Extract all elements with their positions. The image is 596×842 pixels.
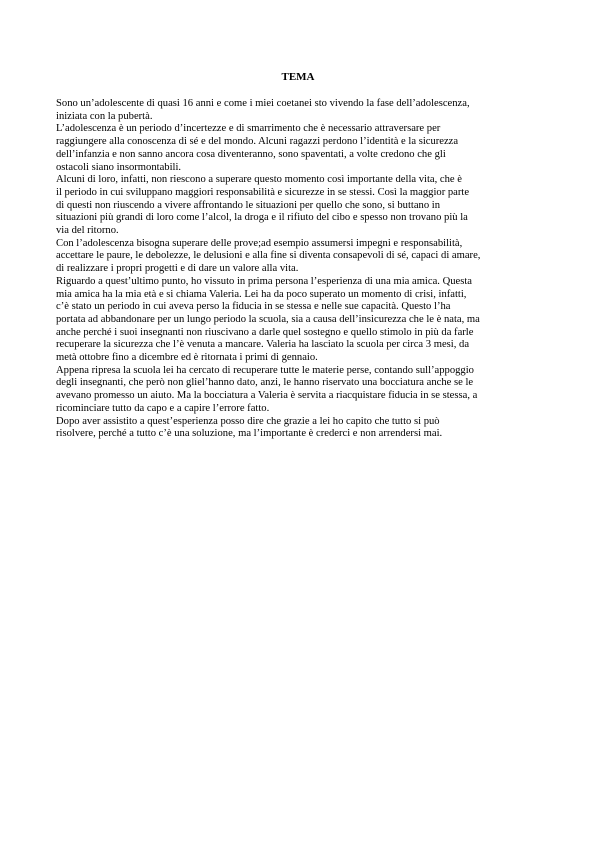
text-line: situazioni più grandi di loro come l’alcol, la droga e il rifiuto del cibo e spesso non trovano più la	[56, 212, 468, 224]
text-line: accettare le paure, le debolezze, le delusioni e alla fine si diventa consapevoli di sé, capaci di amare,	[56, 250, 481, 262]
text-line: Con l’adolescenza bisogna superare delle prove;ad esempio assumersi impegni e responsabilità,	[56, 237, 463, 249]
text-line: degli insegnanti, che però non gliel’hanno dato, anzi, le hanno riservato una bocciatura anche se le	[56, 377, 474, 389]
text-line: iniziata con la pubertà.	[56, 110, 153, 122]
text-line: recuperare la sicurezza che l’è venuta a mancare. Valeria ha lasciato la scuola per circa 3 mesi, da	[56, 339, 470, 351]
text-line: ricominciare tutto da capo e a capire l’errore fatto.	[56, 402, 270, 414]
text-line: metà ottobre fino a dicembre ed è ritornata i primi di gennaio.	[56, 352, 318, 364]
text-line: risolvere, perché a tutto c’è una soluzione, ma l’importante è crederci e non arrendersi mai.	[56, 428, 443, 440]
text-line: portata ad abbandonare per un lungo periodo la scuola, sia a causa dell’insicurezza che le è nata, ma	[56, 313, 480, 325]
text-line: Alcuni di loro, infatti, non riescono a superare questo momento così importante della vita, che è	[56, 174, 462, 186]
document-title: TEMA	[281, 71, 315, 83]
text-line: dell’infanzia e non sanno ancora cosa diventeranno, sono spaventati, a volte credono che gli	[56, 148, 446, 160]
text-line: Sono un’adolescente di quasi 16 anni e come i miei coetanei sto vivendo la fase dell’adolescenza,	[56, 98, 470, 109]
text-line: il periodo in cui sviluppano maggiori responsabilità e sicurezze in se stessi. Così la maggior parte	[56, 186, 470, 198]
text-line: ostacoli siano insormontabili.	[56, 161, 182, 173]
text-line: L’adolescenza è un periodo d’incertezze e di smarrimento che è necessario attraversare per	[56, 123, 441, 135]
text-line: avevano promesso un aiuto. Ma la bocciatura a Valeria è servita a riacquistare fiducia in se stessa, a	[56, 390, 478, 402]
text-line: anche perché i suoi insegnanti non riuscivano a darle quel sostegno e quello stimolo in più da farle	[56, 326, 474, 338]
text-line: Appena ripresa la scuola lei ha cercato di recuperare tutte le materie perse, contando sull’appoggio	[56, 364, 474, 376]
text-line: di questi non riuscendo a vivere affrontando le situazioni per quello che sono, si buttano in	[56, 199, 441, 211]
text-line: mia amica ha la mia età e si chiama Valeria. Lei ha da poco superato un momento di crisi, infatti,	[56, 288, 467, 300]
text-line: Dopo aver assistito a quest’esperienza posso dire che grazie a lei ho capito che tutto si può	[56, 415, 440, 427]
text-line: raggiungere alla conoscenza di sé e del mondo. Alcuni ragazzi perdono l’identità e la sicurezza	[56, 136, 459, 148]
text-line: c’è stato un periodo in cui aveva perso la fiducia in se stessa e nelle sue capacità. Questo l’ha	[56, 301, 451, 313]
document-body	[56, 98, 546, 441]
text-line: di realizzare i propri progetti e di dare un valore alla vita.	[56, 263, 299, 275]
text-line: Riguardo a quest’ultimo punto, ho vissuto in prima persona l’esperienza di una mia amica. Questa	[56, 275, 472, 287]
text-line: via del ritorno.	[56, 225, 119, 237]
